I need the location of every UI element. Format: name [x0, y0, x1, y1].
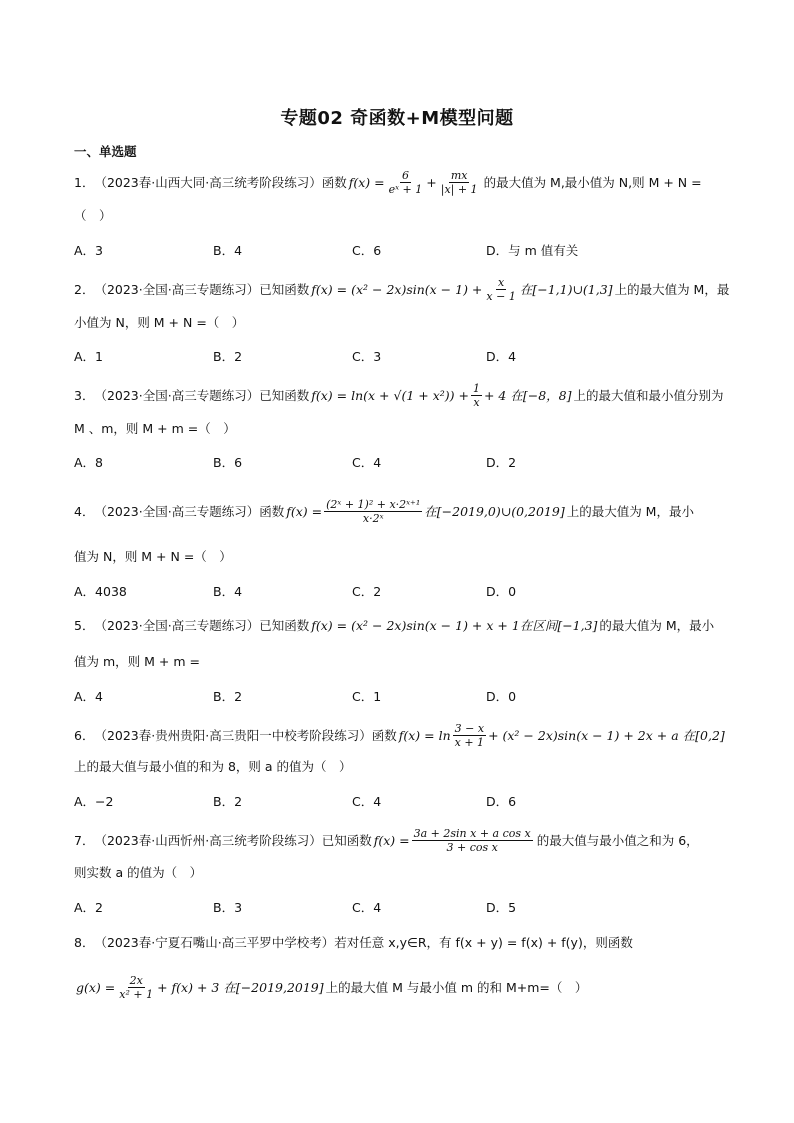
- option-a[interactable]: A．1: [74, 349, 104, 364]
- option-b[interactable]: B．6: [213, 455, 243, 470]
- formula-part: f(x) =: [286, 503, 323, 519]
- question-source: （2023·全国·高三专题练习）: [94, 503, 260, 519]
- option-d[interactable]: D．0: [486, 584, 517, 599]
- question-tail: 上的最大值为 M，最: [614, 281, 730, 297]
- option-a[interactable]: A．8: [74, 455, 104, 470]
- fraction: [453, 722, 486, 749]
- denominator: eˣ + 1: [388, 183, 423, 196]
- denominator: x − 1: [486, 290, 516, 303]
- denominator: |x| + 1: [440, 183, 478, 196]
- formula-part: g(x) =: [76, 979, 116, 995]
- question-number: 2．: [74, 281, 95, 297]
- question-lead: 函数: [259, 503, 285, 519]
- question-3: [74, 382, 724, 409]
- question-source: （2023·全国·高三专题练习）: [94, 618, 260, 633]
- denominator: 3 + cos x: [446, 841, 498, 854]
- option-d[interactable]: D．0: [486, 689, 517, 704]
- formula: [311, 382, 571, 409]
- denominator: x: [473, 396, 480, 409]
- fraction: [439, 169, 480, 196]
- question-source: （2023春·贵州贵阳·高三贵阳一中校考阶段练习）: [94, 727, 372, 743]
- formula-part: + 4 在[−8，8]: [483, 387, 572, 403]
- question-tail: 的最大值与最小值之和为 6，: [536, 832, 699, 848]
- question-source: （2023春·山西大同·高三统考阶段练习）: [94, 174, 322, 190]
- question-continuation: （ ）: [74, 208, 112, 223]
- formula-part: 在[−1,1)∪(1,3]: [519, 281, 613, 297]
- option-c[interactable]: C．1: [352, 689, 382, 704]
- question-lead: 已知函数: [259, 281, 310, 297]
- option-b[interactable]: B．2: [213, 349, 243, 364]
- question-continuation: 则实数 a 的值为（ ）: [74, 865, 203, 880]
- question-lead: 已知函数: [259, 618, 310, 633]
- formula-part: 在区间[−1,3]: [519, 618, 598, 633]
- option-a[interactable]: A．−2: [74, 794, 114, 809]
- question-5: [74, 615, 724, 637]
- fraction: [471, 382, 482, 409]
- question-lead: 已知函数: [321, 832, 372, 848]
- option-c[interactable]: C．4: [352, 455, 382, 470]
- numerator: 6: [401, 169, 409, 182]
- option-a[interactable]: A．4: [74, 689, 104, 704]
- question-lead: 函数: [321, 174, 347, 190]
- formula: [286, 498, 564, 525]
- denominator: x² + 1: [119, 988, 154, 1001]
- fraction: [387, 169, 425, 196]
- option-d[interactable]: D．与 m 值有关: [486, 243, 579, 258]
- numerator: (2ˣ + 1)² + x·2ˣ⁺¹: [326, 498, 421, 511]
- question-8: [74, 932, 724, 954]
- formula: [374, 827, 535, 854]
- question-continuation: 上的最大值与最小值的和为 8，则 a 的值为（ ）: [74, 759, 352, 774]
- fraction: [324, 498, 422, 525]
- question-number: 4．: [74, 503, 95, 519]
- question-source: （2023春·山西忻州·高三统考阶段练习）: [94, 832, 322, 848]
- question-lead: 函数: [371, 727, 397, 743]
- formula: [399, 722, 725, 749]
- formula-part: +: [426, 174, 437, 190]
- option-b[interactable]: B．3: [213, 900, 243, 915]
- denominator: x·2ˣ: [362, 512, 384, 525]
- formula-part: f(x) = ln(x + √(1 + x²)) +: [311, 387, 469, 403]
- question-number: 3．: [74, 387, 95, 403]
- question-continuation: 值为 m，则 M + m =: [74, 654, 200, 669]
- option-b[interactable]: B．4: [213, 584, 243, 599]
- question-number: 5．: [74, 618, 95, 633]
- numerator: 1: [472, 382, 480, 395]
- denominator: x + 1: [454, 736, 485, 749]
- formula-part: + (x² − 2x)sin(x − 1) + 2x + a 在[0,2]: [488, 727, 725, 743]
- question-2: [74, 276, 730, 303]
- question-8-continuation: [74, 974, 724, 1001]
- option-a[interactable]: A．2: [74, 900, 104, 915]
- formula-part: f(x) =: [348, 174, 385, 190]
- question-7: [74, 827, 724, 854]
- formula: [311, 276, 612, 303]
- option-c[interactable]: C．2: [352, 584, 382, 599]
- page-title: 专题02 奇函数+M模型问题: [280, 108, 514, 129]
- question-continuation: M 、m，则 M + m =（ ）: [74, 421, 236, 436]
- option-c[interactable]: C．4: [352, 794, 382, 809]
- question-continuation: 小值为 N，则 M + N =（ ）: [74, 315, 245, 330]
- question-tail: 的最大值为 M，最小: [599, 618, 715, 633]
- question-tail: 上的最大值和最小值分别为: [573, 387, 724, 403]
- formula: [76, 974, 324, 1001]
- fraction: [412, 827, 533, 854]
- question-source: （2023·全国·高三专题练习）: [94, 281, 260, 297]
- question-1: [74, 169, 724, 196]
- question-lead: 已知函数: [259, 387, 310, 403]
- question-number: 8．: [74, 935, 95, 950]
- question-tail: 上的最大值 M 与最小值 m 的和 M+m=（ ）: [325, 979, 588, 995]
- numerator: 3 − x: [454, 722, 485, 735]
- option-b[interactable]: B．2: [213, 689, 243, 704]
- option-d[interactable]: D．4: [486, 349, 517, 364]
- question-6: [74, 722, 724, 749]
- numerator: x: [498, 276, 505, 289]
- option-d[interactable]: D．2: [486, 455, 517, 470]
- formula-part: + f(x) + 3 在[−2019,2019]: [157, 979, 324, 995]
- fraction: [117, 974, 155, 1001]
- option-b[interactable]: B．2: [213, 794, 243, 809]
- question-number: 6．: [74, 727, 95, 743]
- formula: [349, 169, 482, 196]
- formula-part: 在[−2019,0)∪(0,2019]: [424, 503, 565, 519]
- option-a[interactable]: A．3: [74, 243, 104, 258]
- formula: [311, 615, 597, 637]
- numerator: 2x: [129, 974, 143, 987]
- option-c[interactable]: C．3: [352, 349, 382, 364]
- option-d[interactable]: D．5: [486, 900, 517, 915]
- option-c[interactable]: C．6: [352, 243, 382, 258]
- question-source: （2023·全国·高三专题练习）: [94, 387, 260, 403]
- numerator: 3a + 2sin x + a cos x: [413, 827, 531, 840]
- section-heading: 一、单选题: [74, 144, 137, 159]
- question-lead: 若对任意 x,y∈R，有 f(x + y) = f(x) + f(y)，则函数: [334, 935, 633, 950]
- option-c[interactable]: C．4: [352, 900, 382, 915]
- numerator: mx: [450, 169, 468, 182]
- question-source: （2023春·宁夏石嘴山·高三平罗中学校考）: [94, 935, 335, 950]
- option-a[interactable]: A．4038: [74, 584, 127, 599]
- question-continuation: 值为 N，则 M + N =（ ）: [74, 549, 232, 564]
- question-4: [74, 498, 724, 525]
- option-d[interactable]: D．6: [486, 794, 517, 809]
- question-number: 1．: [74, 174, 95, 190]
- formula-part: f(x) =: [373, 832, 410, 848]
- question-number: 7．: [74, 832, 95, 848]
- question-tail: 的最大值为 M,最小值为 N,则 M + N =: [483, 174, 702, 190]
- formula-part: f(x) = (x² − 2x)sin(x − 1) + x + 1: [311, 618, 520, 633]
- fraction: [484, 276, 517, 303]
- formula-part: f(x) = (x² − 2x)sin(x − 1) +: [311, 281, 483, 297]
- option-b[interactable]: B．4: [213, 243, 243, 258]
- question-tail: 上的最大值为 M，最小: [566, 503, 694, 519]
- formula-part: f(x) = ln: [398, 727, 451, 743]
